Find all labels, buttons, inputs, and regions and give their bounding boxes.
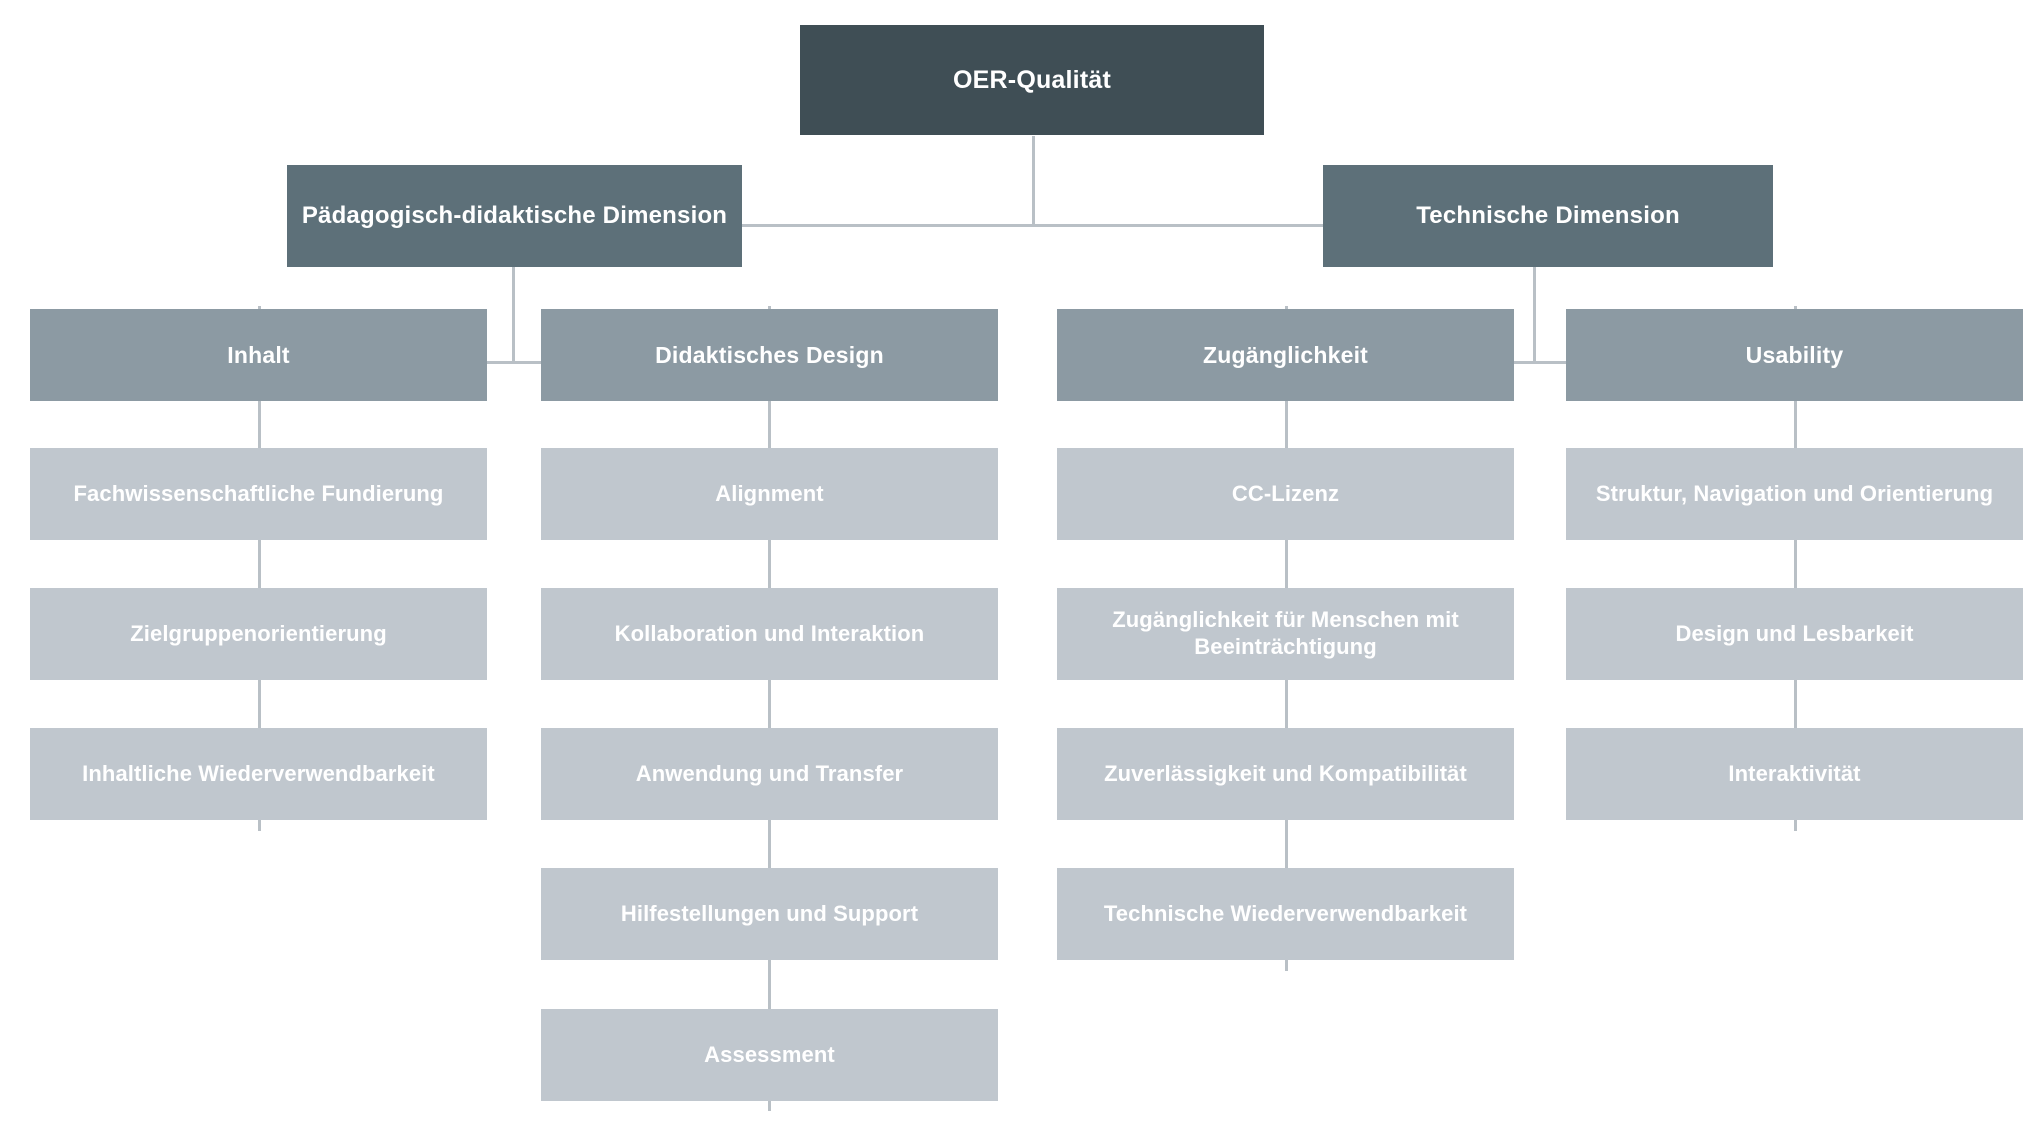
node-criterion-zuverlaessigkeit-und-kompatibilitaet[interactable] [1057, 728, 1514, 820]
node-category-didaktisches-design-label: Didaktisches Design [655, 341, 884, 368]
connector-dimension-bus [740, 224, 1324, 227]
node-criterion-technische-wiederverwendbarkeit-label: Technische Wiederverwendbarkeit [1103, 900, 1468, 926]
node-criterion-zielgruppenorientierung-label: Zielgruppenorientierung [130, 620, 387, 646]
node-dimension-technische-label: Technische Dimension [1416, 202, 1680, 230]
node-criterion-zuverlaessigkeit-und-kompatibilitaet-label: Zuverlässigkeit und Kompatibilität [1104, 760, 1467, 786]
node-category-zugaenglichkeit-label: Zugänglichkeit [1202, 341, 1369, 368]
node-category-usability-label: Usability [1745, 341, 1844, 368]
node-root-label: OER-Qualität [953, 65, 1111, 94]
node-criterion-fachwissenschaftliche-fundierung[interactable] [30, 448, 487, 540]
node-criterion-zugaenglichkeit-beeintraechtigung[interactable] [1057, 588, 1514, 680]
node-criterion-hilfestellungen-und-support-label: Hilfestellungen und Support [620, 900, 919, 926]
node-criterion-design-und-lesbarkeit-label: Design und Lesbarkeit [1675, 620, 1914, 646]
node-category-usability[interactable] [1566, 309, 2023, 401]
connector-right-dimension-down [1533, 266, 1536, 363]
node-criterion-anwendung-und-transfer[interactable] [541, 728, 998, 820]
node-criterion-design-und-lesbarkeit[interactable] [1566, 588, 2023, 680]
node-root[interactable] [800, 25, 1264, 135]
node-criterion-cc-lizenz[interactable] [1057, 448, 1514, 540]
node-criterion-struktur-navigation-orientierung[interactable] [1566, 448, 2023, 540]
node-criterion-alignment-label: Alignment [715, 480, 824, 506]
node-criterion-fachwissenschaftliche-fundierung-label: Fachwissenschaftliche Fundierung [73, 480, 444, 506]
node-category-didaktisches-design[interactable] [541, 309, 998, 401]
node-category-inhalt-label: Inhalt [227, 341, 290, 368]
node-criterion-struktur-navigation-orientierung-label: Struktur, Navigation und Orientierung [1595, 480, 1994, 506]
node-criterion-inhaltliche-wiederverwendbarkeit[interactable] [30, 728, 487, 820]
node-category-zugaenglichkeit[interactable] [1057, 309, 1514, 401]
node-criterion-kollaboration-und-interaktion-label: Kollaboration und Interaktion [614, 620, 925, 646]
node-criterion-interaktivitaet-label: Interaktivität [1728, 760, 1861, 786]
node-criterion-hilfestellungen-und-support[interactable] [541, 868, 998, 960]
node-criterion-zugaenglichkeit-beeintraechtigung-label: Zugänglichkeit für Menschen mit Beeinträchtigung [1112, 607, 1459, 659]
node-category-inhalt[interactable] [30, 309, 487, 401]
node-dimension-technische[interactable] [1323, 165, 1773, 267]
connector-left-dimension-down [512, 266, 515, 363]
node-criterion-cc-lizenz-label: CC-Lizenz [1231, 480, 1340, 506]
node-criterion-anwendung-und-transfer-label: Anwendung und Transfer [635, 760, 904, 786]
node-criterion-interaktivitaet[interactable] [1566, 728, 2023, 820]
node-dimension-paedagogisch-didaktisch-label: Pädagogisch-didaktische Dimension [301, 202, 728, 230]
node-criterion-assessment-label: Assessment [704, 1041, 835, 1067]
node-criterion-zielgruppenorientierung[interactable] [30, 588, 487, 680]
node-criterion-inhaltliche-wiederverwendbarkeit-label: Inhaltliche Wiederverwendbarkeit [82, 760, 435, 786]
node-dimension-paedagogisch-didaktisch[interactable] [287, 165, 742, 267]
connector-root-down [1032, 136, 1035, 226]
node-criterion-technische-wiederverwendbarkeit[interactable] [1057, 868, 1514, 960]
node-criterion-kollaboration-und-interaktion[interactable] [541, 588, 998, 680]
node-criterion-alignment[interactable] [541, 448, 998, 540]
node-criterion-assessment[interactable] [541, 1009, 998, 1101]
